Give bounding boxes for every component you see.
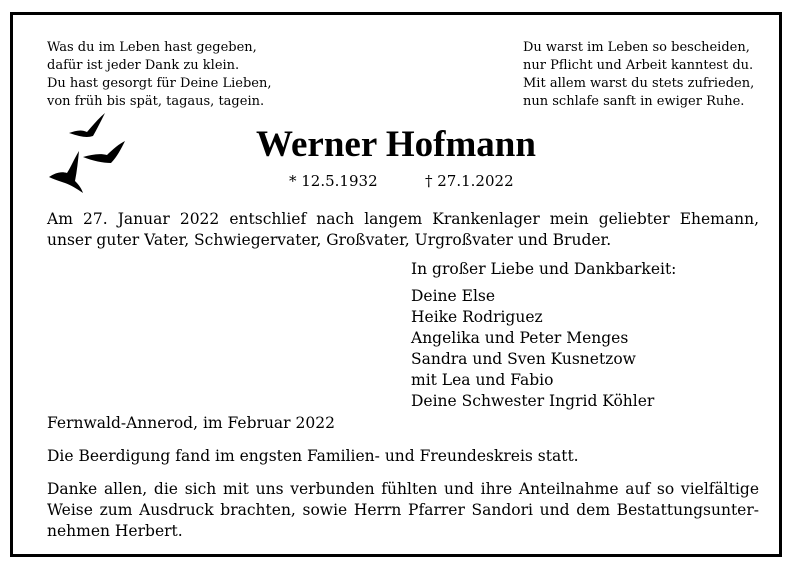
announcement-line: unser guter Vater, Schwiegervater, Großvater, Urgroßvater und Bruder.: [47, 231, 612, 249]
death-announcement: [47, 209, 759, 251]
poem-line: Was du im Leben hast gegeben,: [47, 40, 257, 55]
family-member: Deine Schwester Ingrid Köhler: [411, 392, 655, 410]
family-member: Angelika und Peter Menges: [411, 329, 629, 347]
poem-right: [523, 39, 754, 111]
deceased-name: Werner Hofmann: [256, 124, 536, 165]
family-signatures: [411, 259, 676, 412]
poem-line: Mit allem warst du stets zufrieden,: [523, 76, 755, 91]
obituary-frame: [10, 12, 782, 557]
poem-line: nur Pflicht und Arbeit kanntest du.: [523, 58, 754, 73]
family-member: mit Lea und Fabio: [411, 371, 554, 389]
poem-line: Du warst im Leben so bescheiden,: [523, 40, 750, 55]
family-member: Heike Rodriguez: [411, 308, 543, 326]
family-intro: In großer Liebe und Dankbarkeit:: [411, 260, 677, 278]
thanks-line: nehmen Herbert.: [47, 522, 183, 540]
poem-left: [47, 39, 272, 111]
family-member: Deine Else: [411, 287, 496, 305]
death-date: † 27.1.2022: [425, 172, 514, 190]
announcement-line: Am 27. Januar 2022 entschlief nach langem Krankenlager mein geliebter Ehemann,: [47, 210, 759, 228]
poem-line: dafür ist jeder Dank zu klein.: [47, 58, 240, 73]
thanks-note: [47, 479, 759, 542]
poem-line: nun schlafe sanft in ewiger Ruhe.: [523, 94, 745, 109]
poem-line: von früh bis spät, tagaus, tagein.: [47, 94, 265, 109]
place-date: Fernwald-Annerod, im Februar 2022: [47, 414, 335, 432]
poem-line: Du hast gesorgt für Deine Lieben,: [47, 76, 272, 91]
family-member: Sandra und Sven Kusnetzow: [411, 350, 636, 368]
thanks-line: Weise zum Ausdruck brachten, sowie Herrn Pfarrer Sandori und dem Bestattungsunter-: [47, 501, 759, 519]
birth-date: * 12.5.1932: [289, 172, 378, 190]
funeral-note: Die Beerdigung fand im engsten Familien- und Freundeskreis statt.: [47, 447, 579, 465]
thanks-line: Danke allen, die sich mit uns verbunden fühlten und ihre Anteilnahme auf so vielfältige: [47, 480, 759, 498]
